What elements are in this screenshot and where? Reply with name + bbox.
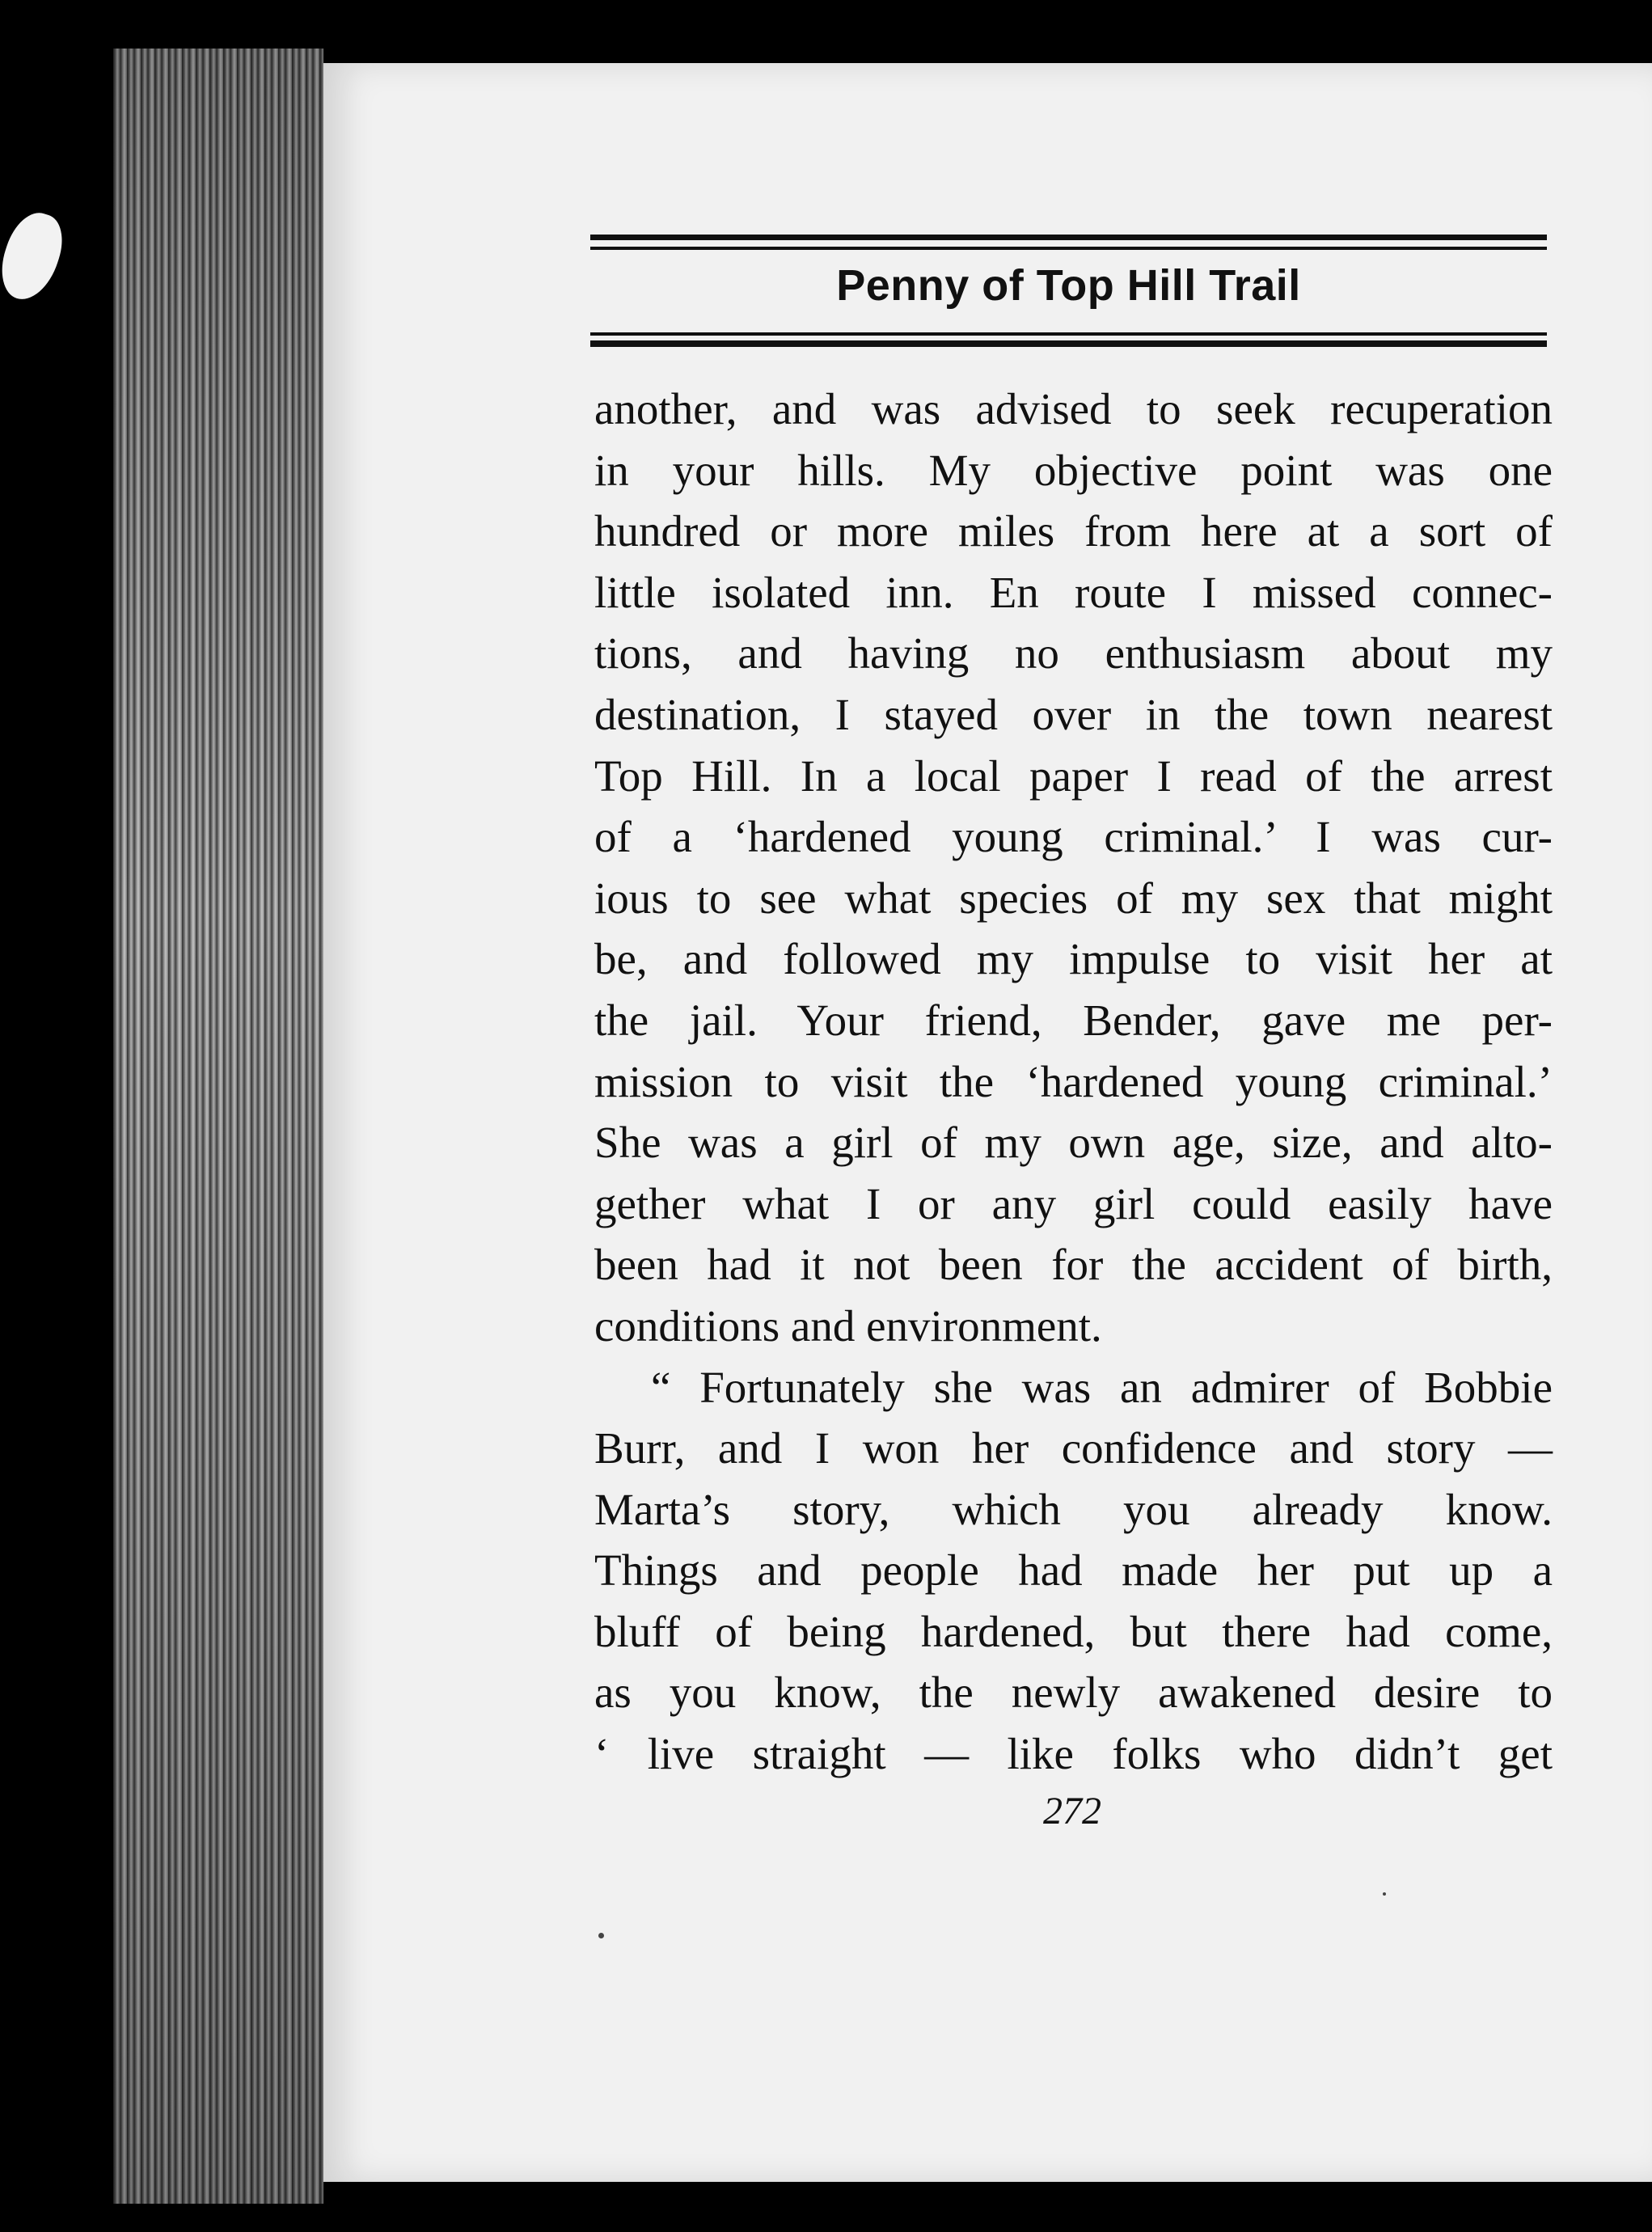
text-line: hundred or more miles from here at a sort of xyxy=(594,506,1553,556)
header-rule-bottom xyxy=(590,340,1547,347)
body-text xyxy=(594,378,1553,1785)
dust-speck xyxy=(1383,1892,1386,1896)
text-line: another, and was advised to seek recuperation xyxy=(594,384,1553,433)
text-line: ious to see what species of my sex that might xyxy=(594,873,1553,923)
text-line: been had it not been for the accident of birth, xyxy=(594,1240,1553,1290)
running-head: Penny of Top Hill Trail xyxy=(836,261,1301,310)
text-line: Burr, and I won her confidence and story — xyxy=(594,1423,1553,1473)
text-line: of a ‘hardened young criminal.’ I was cur- xyxy=(594,812,1553,862)
text-line: mission to visit the ‘hardened young criminal.’ xyxy=(594,1056,1553,1106)
page-number: 272 xyxy=(1043,1790,1101,1833)
text-line: in your hills. My objective point was one xyxy=(594,445,1553,495)
text-line: bluff of being hardened, but there had come, xyxy=(594,1606,1553,1656)
text-line: destination, I stayed over in the town nearest xyxy=(594,689,1553,739)
book-page-edges xyxy=(113,49,323,2204)
text-line: She was a girl of my own age, size, and alto- xyxy=(594,1118,1553,1168)
text-line: be, and followed my impulse to visit her at xyxy=(594,934,1553,984)
text-line: little isolated inn. En route I missed connec- xyxy=(594,567,1553,617)
header-rule-top xyxy=(590,235,1547,240)
text-line: conditions and environment. xyxy=(594,1300,1102,1351)
text-line: ‘ live straight — like folks who didn’t get xyxy=(594,1729,1553,1779)
scan-margin-blot xyxy=(0,205,70,306)
header-rule-top-thin xyxy=(590,247,1547,250)
text-line: as you know, the newly awakened desire to xyxy=(594,1668,1553,1718)
text-line: tions, and having no enthusiasm about my xyxy=(594,628,1553,678)
text-line: Things and people had made her put up a xyxy=(594,1545,1553,1596)
text-line: Top Hill. In a local paper I read of the arrest xyxy=(594,750,1553,801)
text-line: Marta’s story, which you already know. xyxy=(594,1484,1553,1534)
dust-speck xyxy=(598,1933,604,1938)
text-line: gether what I or any girl could easily have xyxy=(594,1178,1553,1228)
text-line: “ Fortunately she was an admirer of Bobbie xyxy=(651,1362,1553,1412)
text-line: the jail. Your friend, Bender, gave me per- xyxy=(594,995,1553,1045)
header-rule-bottom-thin xyxy=(590,332,1547,336)
